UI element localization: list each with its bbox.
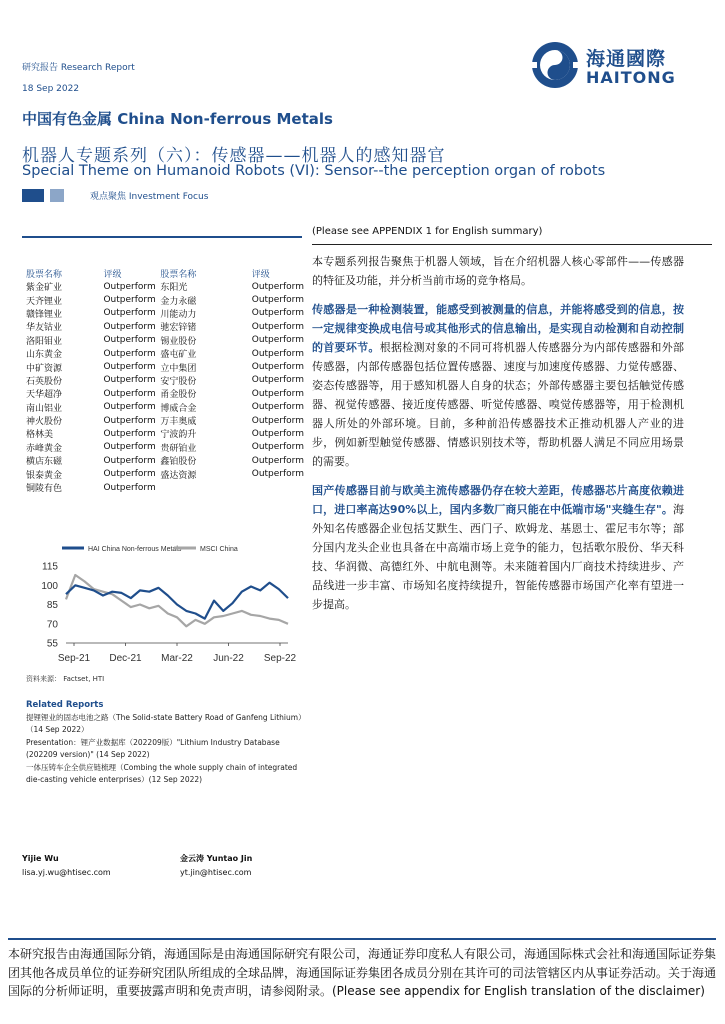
stock-name-cell: 洛阳钼业 bbox=[26, 336, 63, 347]
haitong-logo bbox=[530, 40, 710, 90]
stock-name-cell: 紫金矿业 bbox=[26, 283, 63, 294]
stock-name-cell: 石英股份 bbox=[26, 376, 63, 387]
report-body bbox=[312, 252, 684, 624]
report-title-en: Special Theme on Humanoid Robots (VI): Sensor--the perception organ of robots bbox=[22, 163, 606, 179]
focus-marker-dark bbox=[22, 189, 44, 202]
rating-cell: Outperform bbox=[103, 482, 156, 493]
analyst-1 bbox=[22, 852, 111, 880]
stock-name-cell: 盛达资源 bbox=[160, 470, 197, 481]
rating-cell: Outperform bbox=[103, 455, 156, 466]
stock-name-cell: 博威合金 bbox=[160, 403, 197, 414]
rating-cell: Outperform bbox=[103, 348, 156, 359]
stock-name-cell: 金力永磁 bbox=[160, 296, 197, 307]
legend-label: MSCI China bbox=[200, 546, 238, 553]
analyst-email[interactable]: yt.jin@htisec.com bbox=[180, 868, 252, 877]
rating-cell: Outperform bbox=[251, 428, 304, 439]
stock-name-cell: 天华超净 bbox=[26, 390, 63, 401]
right-column-rule bbox=[312, 244, 712, 245]
line-chart-svg bbox=[26, 538, 296, 668]
rating-cell: Outperform bbox=[103, 281, 156, 292]
table-header-row bbox=[26, 267, 304, 280]
related-reports-title: Related Reports bbox=[26, 700, 104, 710]
stock-name-cell: 横店东磁 bbox=[26, 457, 63, 468]
x-tick-label: Sep-22 bbox=[263, 653, 296, 664]
related-reports-list bbox=[26, 712, 304, 787]
disclaimer-text: 本研究报告由海通国际分销，海通国际是由海通国际研究有限公司，海通证券印度私人有限公司，海通国际株式会社和海通国际证券集团其他各成员单位的证券研究团队所组成的全球品牌，海通国际证券集团各成员分别在其许可的司法管辖区内从事证券活动。关于海通国际的分析师证明，重要披露声明和免责声明，请参阅附录。(Please see appendix for English translation of the disclaimer) bbox=[8, 947, 717, 998]
rating-cell: Outperform bbox=[103, 415, 156, 426]
rating-cell: Outperform bbox=[103, 295, 156, 306]
table-row bbox=[26, 334, 304, 347]
table-row bbox=[26, 347, 304, 360]
stock-name-cell: 东阳光 bbox=[160, 283, 188, 294]
rating-cell: Outperform bbox=[103, 308, 156, 319]
rating-cell: Outperform bbox=[251, 415, 304, 426]
y-tick-label: 85 bbox=[46, 600, 58, 611]
y-tick-label: 100 bbox=[41, 580, 58, 592]
analyst-email[interactable]: lisa.yj.wu@htisec.com bbox=[22, 868, 111, 877]
logo-emblem-icon bbox=[530, 40, 580, 90]
footer-rule bbox=[8, 938, 716, 940]
table-row bbox=[26, 307, 304, 320]
stock-name-cell: 鑫铂股份 bbox=[160, 457, 197, 468]
body-paragraph-2 bbox=[312, 300, 684, 471]
report-date: 18 Sep 2022 bbox=[22, 84, 80, 94]
header-stock-name: 股票名称 bbox=[26, 270, 63, 280]
rating-cell: Outperform bbox=[103, 375, 156, 386]
header-stock-name-2: 股票名称 bbox=[160, 270, 197, 280]
series-line-hai bbox=[66, 583, 288, 619]
rating-cell bbox=[252, 481, 304, 494]
body-text: 根据检测对象的不同可将机器人传感器分为内部传感器和外部传感器，内部传感器包括位置传感器、速度与加速度传感器、力觉传感器、姿态传感器等，用于感知机器人自身的状态；外部传感器主要包括触觉传感器、视觉传感器、接近度传感器、听觉传感器、嗅觉传感器等，用于检测机器人所处的外部环境。目前，多种前沿传感器技术正推动机器人产业的进步，例如新型触觉传感器、情感识别技术等，帮助机器人满足不同应用场景的需要。 bbox=[312, 341, 684, 468]
report-type: 研究报告 Research Report bbox=[22, 63, 135, 73]
body-paragraph-3 bbox=[312, 481, 684, 614]
stock-name-cell: 立中集团 bbox=[160, 363, 197, 374]
stock-name-cell: 宁波韵升 bbox=[160, 430, 197, 441]
rating-cell: Outperform bbox=[251, 308, 304, 319]
stock-name-cell: 神火股份 bbox=[26, 417, 63, 428]
x-tick-label: Dec-21 bbox=[109, 653, 142, 664]
stock-name-cell: 赤峰黄金 bbox=[26, 443, 63, 454]
rating-cell: Outperform bbox=[103, 388, 156, 399]
stock-name-cell: 驰宏锌锗 bbox=[160, 323, 197, 334]
rating-cell: Outperform bbox=[103, 335, 156, 346]
rating-cell: Outperform bbox=[251, 388, 304, 399]
x-tick-label: Sep-21 bbox=[57, 653, 91, 664]
rating-cell: Outperform bbox=[251, 375, 304, 386]
rating-cell: Outperform bbox=[251, 402, 304, 413]
table-row bbox=[26, 293, 304, 306]
investment-focus-label: 观点聚焦 Investment Focus bbox=[90, 191, 209, 202]
table-row bbox=[26, 454, 304, 467]
y-tick-label: 115 bbox=[42, 561, 58, 573]
report-title-cn: 机器人专题系列（六）：传感器——机器人的感知器官 bbox=[22, 146, 446, 166]
y-tick-label: 55 bbox=[46, 638, 58, 650]
investment-focus-bar bbox=[22, 188, 208, 202]
rating-cell: Outperform bbox=[251, 348, 304, 359]
stock-name-cell: 天齐锂业 bbox=[26, 296, 63, 307]
x-tick-label: Mar-22 bbox=[161, 653, 193, 664]
table-row bbox=[26, 280, 304, 293]
rating-cell: Outperform bbox=[251, 362, 304, 373]
logo-text-cn: 海通國際 bbox=[586, 48, 667, 70]
stock-name-cell: 盛屯矿业 bbox=[160, 350, 197, 361]
table-row bbox=[26, 320, 304, 333]
y-tick-label: 70 bbox=[46, 619, 58, 631]
header-rating-2: 评级 bbox=[251, 270, 270, 280]
table-row bbox=[26, 481, 304, 494]
table-row bbox=[26, 441, 304, 454]
stock-name-cell: 锡业股份 bbox=[160, 336, 197, 347]
stock-name-cell: 银泰黄金 bbox=[26, 470, 63, 481]
related-report-item[interactable]: 提锂锂业的固态电池之路（The Solid-state Battery Road of Ganfeng Lithium）（14 Sep 2022） bbox=[26, 713, 302, 734]
rating-cell: Outperform bbox=[251, 321, 304, 332]
focus-marker-light bbox=[50, 189, 64, 202]
table-row bbox=[26, 427, 304, 440]
rating-cell: Outperform bbox=[103, 469, 156, 480]
rating-cell: Outperform bbox=[103, 442, 156, 453]
rating-cell: Outperform bbox=[251, 455, 304, 466]
stock-name-cell: 安宁股份 bbox=[160, 376, 197, 387]
stock-name-cell: 铜陵有色 bbox=[26, 484, 63, 495]
rating-cell: Outperform bbox=[251, 281, 304, 292]
left-column-rule bbox=[22, 236, 302, 238]
body-text: 海外知名传感器企业包括艾默生、西门子、欧姆龙、基恩士、霍尼韦尔等；部分国内龙头企业也具备在中高端市场上竞争的能力，包括歌尔股份、华天科技、华润微、高德红外、中航电测等。未来随着国内厂商技术持续进步、产品线进一步丰富、市场知名度持续提升，智能传感器市场国产化率有望进一步提高。 bbox=[312, 503, 684, 611]
stock-name-cell: 赣锋锂业 bbox=[26, 309, 63, 320]
rating-cell: Outperform bbox=[103, 321, 156, 332]
english-summary-note: (Please see APPENDIX 1 for English summary) bbox=[312, 226, 543, 237]
stock-name-cell: 山东黄金 bbox=[26, 350, 63, 361]
table-row bbox=[26, 401, 304, 414]
index-performance-chart bbox=[26, 538, 296, 668]
stock-name-cell bbox=[160, 481, 251, 494]
chart-source: 资料来源： Factset, HTI bbox=[26, 675, 105, 683]
table-row bbox=[26, 360, 304, 373]
header-rating: 评级 bbox=[103, 270, 122, 280]
related-report-item[interactable]: Presentation：锂产业数据库（202209版）"Lithium Industry Database (202209 version)" (14 Sep 2022) bbox=[26, 738, 280, 759]
stock-name-cell: 格林美 bbox=[26, 430, 54, 441]
table-row bbox=[26, 414, 304, 427]
rating-cell: Outperform bbox=[103, 428, 156, 439]
stock-name-cell: 南山铝业 bbox=[26, 403, 63, 414]
rating-cell: Outperform bbox=[251, 469, 304, 480]
stock-name-cell: 川能动力 bbox=[160, 309, 197, 320]
rating-cell: Outperform bbox=[103, 402, 156, 413]
logo-text-en: HAITONG bbox=[586, 68, 676, 87]
stock-name-cell: 中矿资源 bbox=[26, 363, 63, 374]
table-row bbox=[26, 374, 304, 387]
table-row bbox=[26, 387, 304, 400]
rating-cell: Outperform bbox=[251, 442, 304, 453]
x-tick-label: Jun-22 bbox=[213, 653, 244, 664]
sector-title: 中国有色金属 China Non-ferrous Metals bbox=[22, 110, 333, 128]
related-report-item[interactable]: 一体压铸车企全供应链梳理（Combing the whole supply chain of integrated die-casting vehicle enterprises）(12 Sep 2022) bbox=[26, 763, 298, 784]
key-point-highlight: 传感器是一种检测装置，能感受到被测量的信息，并能将感受到的信息，按一定规律变换成电信号或其他形式的信息输出，是实现自动检测和自动控制的首要环节。 bbox=[312, 303, 684, 354]
rating-cell: Outperform bbox=[251, 295, 304, 306]
key-point-highlight: 国产传感器目前与欧美主流传感器仍存在较大差距，传感器芯片高度依赖进口，进口率高达90%以上，国内多数厂商只能在中低端市场"夹缝生存"。 bbox=[312, 484, 684, 516]
stock-name-cell: 贵研铂业 bbox=[160, 443, 197, 454]
analyst-name: Yijie Wu bbox=[22, 854, 59, 863]
stock-rating-table bbox=[26, 267, 304, 494]
analyst-name: 金云涛 Yuntao Jin bbox=[180, 854, 253, 863]
stock-name-cell: 甬金股份 bbox=[160, 390, 197, 401]
legend-label: HAI China Non-ferrous Metals bbox=[88, 546, 182, 553]
body-paragraph-1: 本专题系列报告聚焦于机器人领域，旨在介绍机器人核心零部件——传感器的特征及功能，并分析当前市场的竞争格局。 bbox=[312, 255, 684, 287]
analyst-2 bbox=[180, 852, 252, 880]
series-line-msci bbox=[66, 575, 288, 626]
rating-cell: Outperform bbox=[103, 362, 156, 373]
stock-name-cell: 万丰奥威 bbox=[160, 417, 197, 428]
rating-cell: Outperform bbox=[251, 335, 304, 346]
stock-name-cell: 华友钴业 bbox=[26, 323, 63, 334]
table-row bbox=[26, 467, 304, 480]
